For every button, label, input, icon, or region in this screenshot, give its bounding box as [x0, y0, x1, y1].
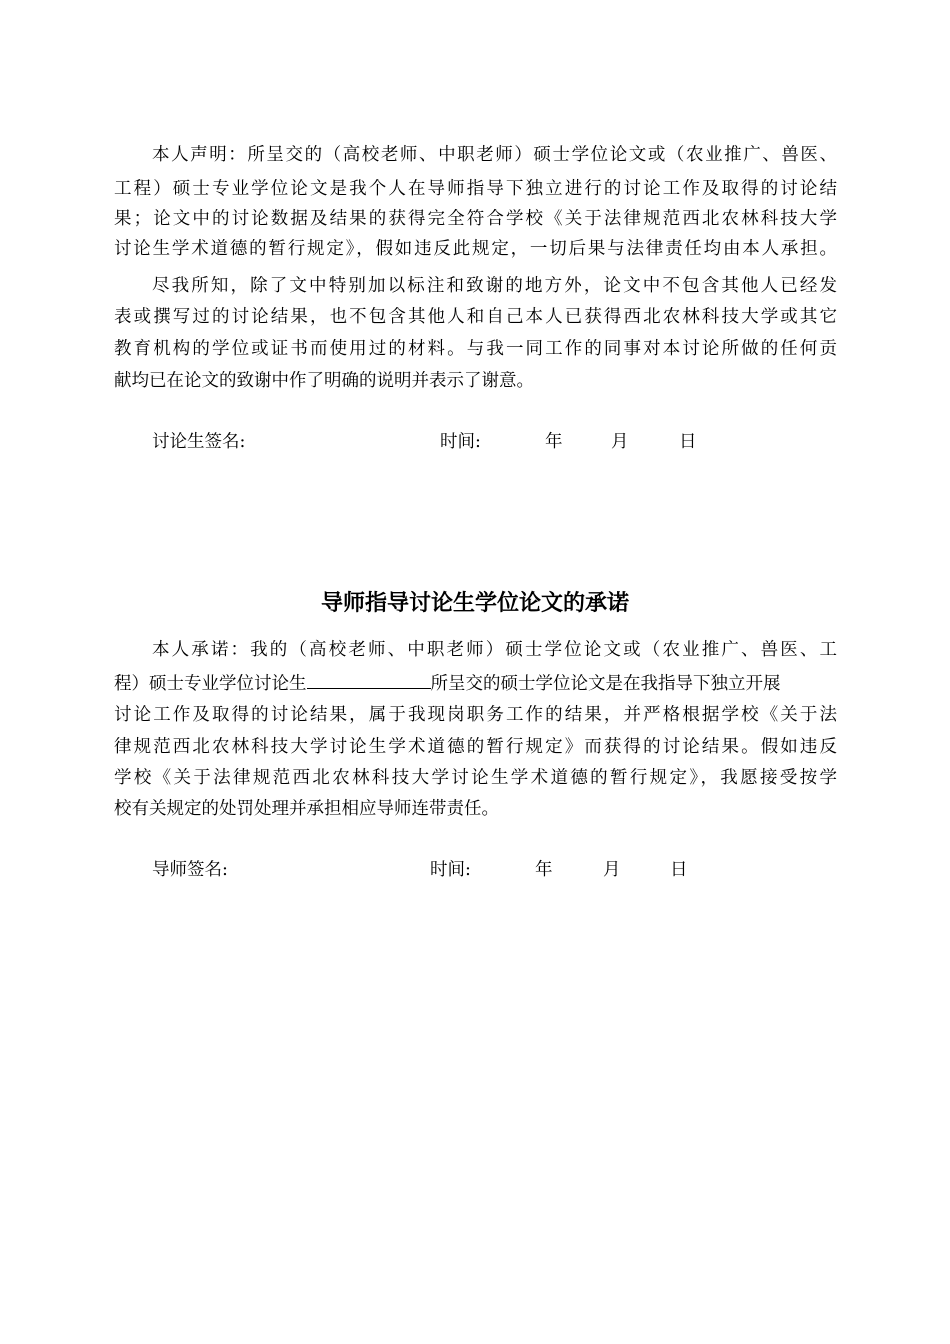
student-name-blank	[307, 670, 431, 689]
commitment-line-2-end: 所呈交的硕士学位论文是在我指导下独立开展	[430, 674, 781, 694]
advisor-time-label: 时间:	[430, 860, 471, 880]
commitment-line-2	[114, 670, 837, 696]
advisor-day-label: 日	[670, 860, 688, 880]
commitment-title: 导师指导讨论生学位论文的承诺	[320, 591, 629, 616]
declaration-line-4: 讨论生学术道德的暂行规定》，假如违反此规定，一切后果与法律责任均由本人承担。	[114, 239, 837, 259]
declaration-line-5: 尽我所知，除了文中特别加以标注和致谢的地方外，论文中不包含其他人已经发	[152, 276, 837, 296]
student-year-label: 年	[545, 432, 563, 452]
commitment-line-5: 学校《关于法律规范西北农林科技大学讨论生学术道德的暂行规定》，我愿接受按学	[114, 768, 837, 788]
advisor-month-label: 月	[603, 860, 621, 880]
declaration-line-8: 献均已在论文的致谢中作了明确的说明并表示了谢意。	[114, 371, 534, 391]
advisor-year-label: 年	[535, 860, 553, 880]
commitment-line-2-start: 程）硕士专业学位讨论生	[114, 674, 307, 694]
declaration-line-1: 本人声明：所呈交的（高校老师、中职老师）硕士学位论文或（农业推广、兽医、	[152, 145, 837, 165]
student-day-label: 日	[679, 432, 697, 452]
commitment-line-1: 本人承诺：我的（高校老师、中职老师）硕士学位论文或（农业推广、兽医、工	[152, 640, 837, 660]
advisor-signature-label: 导师签名:	[152, 860, 228, 880]
student-signature-label: 讨论生签名:	[152, 432, 246, 452]
student-month-label: 月	[611, 432, 629, 452]
declaration-line-7: 教育机构的学位或证书而使用过的材料。与我一同工作的同事对本讨论所做的任何贡	[114, 339, 837, 359]
commitment-line-3: 讨论工作及取得的讨论结果，属于我现岗职务工作的结果，并严格根据学校《关于法	[114, 705, 837, 725]
declaration-line-2: 工程）硕士专业学位论文是我个人在导师指导下独立进行的讨论工作及取得的讨论结	[114, 179, 837, 199]
declaration-line-3: 果；论文中的讨论数据及结果的获得完全符合学校《关于法律规范西北农林科技大学	[114, 209, 837, 229]
declaration-line-6: 表或撰写过的讨论结果，也不包含其他人和自己本人已获得西北农林科技大学或其它	[114, 307, 837, 327]
commitment-line-6: 校有关规定的处罚处理并承担相应导师连带责任。	[114, 799, 499, 819]
student-time-label: 时间:	[440, 432, 481, 452]
commitment-line-4: 律规范西北农林科技大学讨论生学术道德的暂行规定》而获得的讨论结果。假如违反	[114, 737, 837, 757]
